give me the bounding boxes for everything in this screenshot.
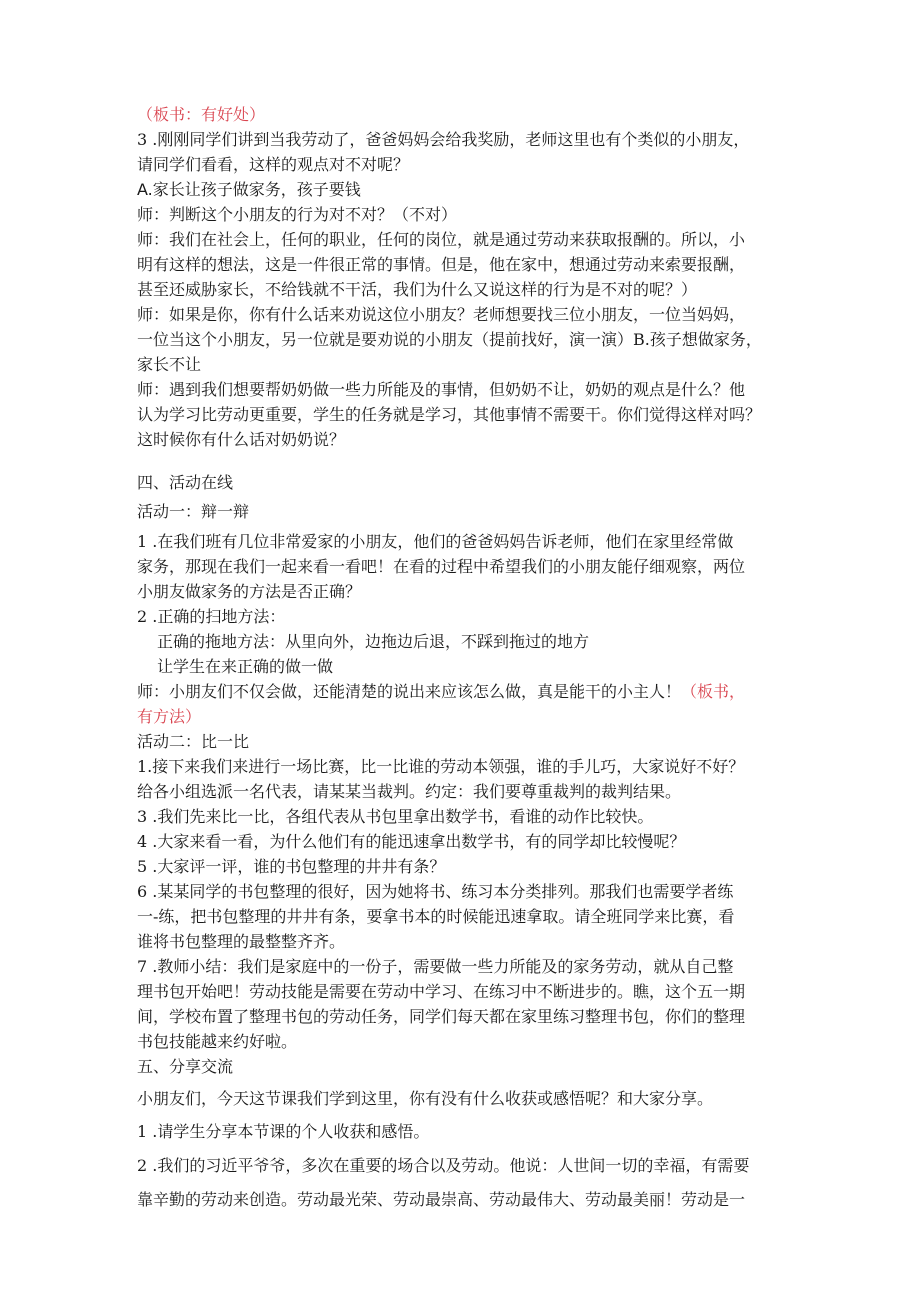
paragraph-line: 谁将书包整理的最整整齐齐。 <box>137 932 346 951</box>
paragraph-line: 7 .教师小结：我们是家庭中的一份子，需要做一些力所能及的家务劳动，就从自己整 <box>137 957 734 976</box>
paragraph-line: 一位当这个小朋友，另一位就是要劝说的小朋友（提前找好，演一演）B.孩子想做家务， <box>137 330 762 349</box>
paragraph-line: 明有这样的想法，这是一件很正常的事情。但是，他在家中，想通过劳动来索要报酬， <box>137 255 746 274</box>
paragraph-line: 1.接下来我们来进行一场比赛，比一比谁的劳动本领强，谁的手儿巧，大家说好不好？ <box>137 757 745 776</box>
paragraph-line: 5 .大家评一评，谁的书包整理的井井有条？ <box>137 857 446 876</box>
paragraph-line: A.家长让孩子做家务，孩子要钱 <box>137 180 361 199</box>
paragraph-line: 理书包开始吧！劳动技能是需要在劳动中学习、在练习中不断进步的。瞧，这个五一期 <box>137 982 746 1001</box>
paragraph-line: 家长不让 <box>137 355 202 374</box>
paragraph-line: 正确的拖地方法：从里向外，边拖边后退，不踩到拖过的地方 <box>157 632 590 651</box>
paragraph-line: 师：遇到我们想要帮奶奶做一些力所能及的事情，但奶奶不让，奶奶的观点是什么？他 <box>137 380 746 399</box>
paragraph-line: 间，学校布置了整理书包的劳动任务，同学们每天都在家里练习整理书包，你们的整理 <box>137 1007 746 1026</box>
paragraph-line: 师：判断这个小朋友的行为对不对？（不对） <box>137 205 458 224</box>
board-note-method-cont: 有方法） <box>137 707 202 726</box>
paragraph-line: 家务，那现在我们一起来看一看吧！在看的过程中希望我们的小朋友能仔细观察，两位 <box>137 557 746 576</box>
activity-two-heading: 活动二：比一比 <box>137 732 250 751</box>
teacher-remark: 师：小朋友们不仅会做，还能清楚的说出来应该怎么做，真是能干的小主人！ <box>137 682 682 701</box>
activity-one-heading: 活动一：辩一辩 <box>137 502 250 521</box>
paragraph-line: 2 .我们的习近平爷爷，多次在重要的场合以及劳动。他说：人世间一切的幸福，有需要 <box>137 1156 750 1175</box>
paragraph-line: 一-练，把书包整理的井井有条，要拿书本的时候能迅速拿取。请全班同学来比赛，看 <box>137 907 735 926</box>
paragraph-line: 这时候你有什么话对奶奶说？ <box>137 430 346 449</box>
paragraph-line: 请同学们看看，这样的观点对不对呢？ <box>137 155 410 174</box>
paragraph-line: 4 .大家来看一看，为什么他们有的能迅速拿出数学书，有的同学却比较慢呢？ <box>137 832 686 851</box>
board-note-benefit: （板书：有好处） <box>137 105 266 124</box>
paragraph-line: 1 .在我们班有几位非常爱家的小朋友，他们的爸爸妈妈告诉老师，他们在家里经常做 <box>137 532 734 551</box>
paragraph-line: 小朋友做家务的方法是否正确？ <box>137 582 362 601</box>
section-heading-activities: 四、活动在线 <box>137 473 234 492</box>
paragraph-line: 师：我们在社会上，任何的职业，任何的岗位，就是通过劳动来获取报酬的。所以，小 <box>137 230 746 249</box>
paragraph-line: 师：如果是你，你有什么话来劝说这位小朋友？老师想要找三位小朋友，一位当妈妈， <box>137 305 746 324</box>
paragraph-line: 靠辛勤的劳动来创造。劳动最光荣、劳动最崇高、劳动最伟大、劳动最美丽！劳动是一 <box>137 1190 746 1209</box>
paragraph-line: 3 .我们先来比一比，各组代表从书包里拿出数学书，看谁的动作比较快。 <box>137 807 654 826</box>
paragraph-line: 书包技能越来约好啦。 <box>137 1032 298 1051</box>
paragraph-line: 2 .正确的扫地方法： <box>137 607 286 626</box>
paragraph-line: 甚至还威胁家长，不给钱就不干活，我们为什么又说这样的行为是不对的呢？） <box>137 280 698 299</box>
paragraph-line: 给各小组选派一名代表，请某某当裁判。约定：我们要尊重裁判的裁判结果。 <box>137 782 682 801</box>
paragraph-line: 让学生在来正确的做一做 <box>157 657 334 676</box>
paragraph-line: 6 .某某同学的书包整理的很好，因为她将书、练习本分类排列。那我们也需要学者练 <box>137 882 734 901</box>
paragraph-line <box>137 680 745 704</box>
paragraph-line: 3 .刚刚同学们讲到当我劳动了，爸爸妈妈会给我奖励，老师这里也有个类似的小朋友， <box>137 130 750 149</box>
board-note-method: （板书， <box>681 682 746 701</box>
paragraph-line: 1 .请学生分享本节课的个人收获和感悟。 <box>137 1122 430 1141</box>
section-heading-sharing: 五、分享交流 <box>137 1057 234 1076</box>
paragraph-line: 认为学习比劳动更重要，学生的任务就是学习，其他事情不需要干。你们觉得这样对吗？ <box>137 405 762 424</box>
paragraph-line: 小朋友们，今天这节课我们学到这里，你有没有什么收获或感悟呢？和大家分享。 <box>137 1089 714 1108</box>
